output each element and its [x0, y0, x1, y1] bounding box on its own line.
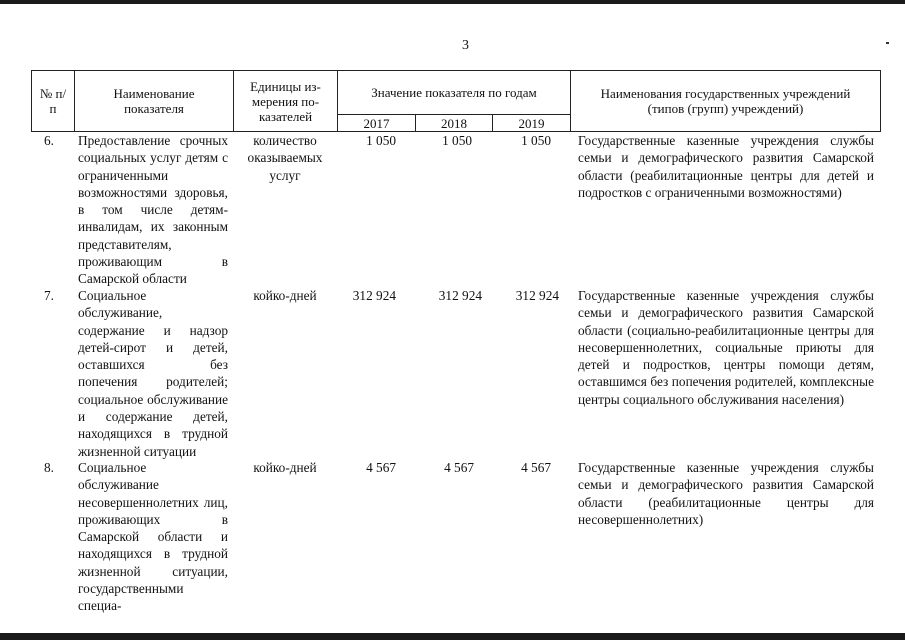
scan-speck [886, 42, 889, 44]
header-values-by-year: Значение показателя по годам [337, 70, 571, 115]
unit-of-measure: количество оказываемых услуг [247, 133, 323, 183]
scan-bottom-edge [0, 633, 905, 640]
value-2018: 312 924 [438, 288, 482, 303]
row-number: 7. [44, 288, 54, 303]
unit-of-measure: койко-дней [253, 460, 317, 475]
value-2019: 312 924 [515, 288, 559, 303]
header-year-2018: 2018 [415, 114, 493, 132]
indicator-name: Социальное обслуживание, содержание и надзор детей-сирот и детей, оставшихся без попечения родителей; социальное обслуживание и содержание детей, находящихся в трудной жизненной ситуации [78, 288, 228, 459]
value-2017: 4 567 [366, 460, 396, 475]
value-2018: 4 567 [444, 460, 474, 475]
header-indicator-name: Наименование показателя [74, 70, 234, 132]
institution-name: Государственные казенные учреждения службы семьи и демографического развития Самарской области (социально-реабилитационные центры для несовершеннолетних, социальные приюты для детей и подростков, центры помощи детям, оставшимся без попечения родителей, комплексные центры социального обслуживания населения) [578, 288, 874, 407]
value-2017: 312 924 [352, 288, 396, 303]
value-2019: 4 567 [521, 460, 551, 475]
indicator-name: Социальное обслуживание несовершеннолетних лиц, проживающих в Самарской области и находящихся в трудной жизненной ситуации, государственными специа- [78, 460, 228, 614]
value-2017: 1 050 [366, 133, 396, 148]
header-year-2017: 2017 [337, 114, 416, 132]
scan-top-edge [0, 0, 905, 4]
institution-name: Государственные казенные учреждения службы семьи и демографического развития Самарской области (реабилитационные центры для детей и подростков с ограниченными возможностями) [578, 133, 874, 200]
header-units: Единицы из-мерения по-казателей [233, 70, 338, 132]
header-num: № п/п [31, 70, 75, 132]
page-number: 3 [462, 38, 469, 53]
header-institutions: Наименования государственных учреждений (типов (групп) учреждений) [570, 70, 881, 132]
row-number: 8. [44, 460, 54, 475]
value-2019: 1 050 [521, 133, 551, 148]
institution-name: Государственные казенные учреждения службы семьи и демографического развития Самарской области (реабилитационные центры для несовершеннолетних) [578, 460, 874, 527]
row-number: 6. [44, 133, 54, 148]
unit-of-measure: койко-дней [253, 288, 317, 303]
value-2018: 1 050 [442, 133, 472, 148]
header-year-2019: 2019 [492, 114, 571, 132]
indicator-name: Предоставление срочных социальных услуг детям с ограниченными возможностями здоровья, в том числе детям-инвалидам, их законным представителям, проживающим в Самарской области [78, 133, 228, 287]
